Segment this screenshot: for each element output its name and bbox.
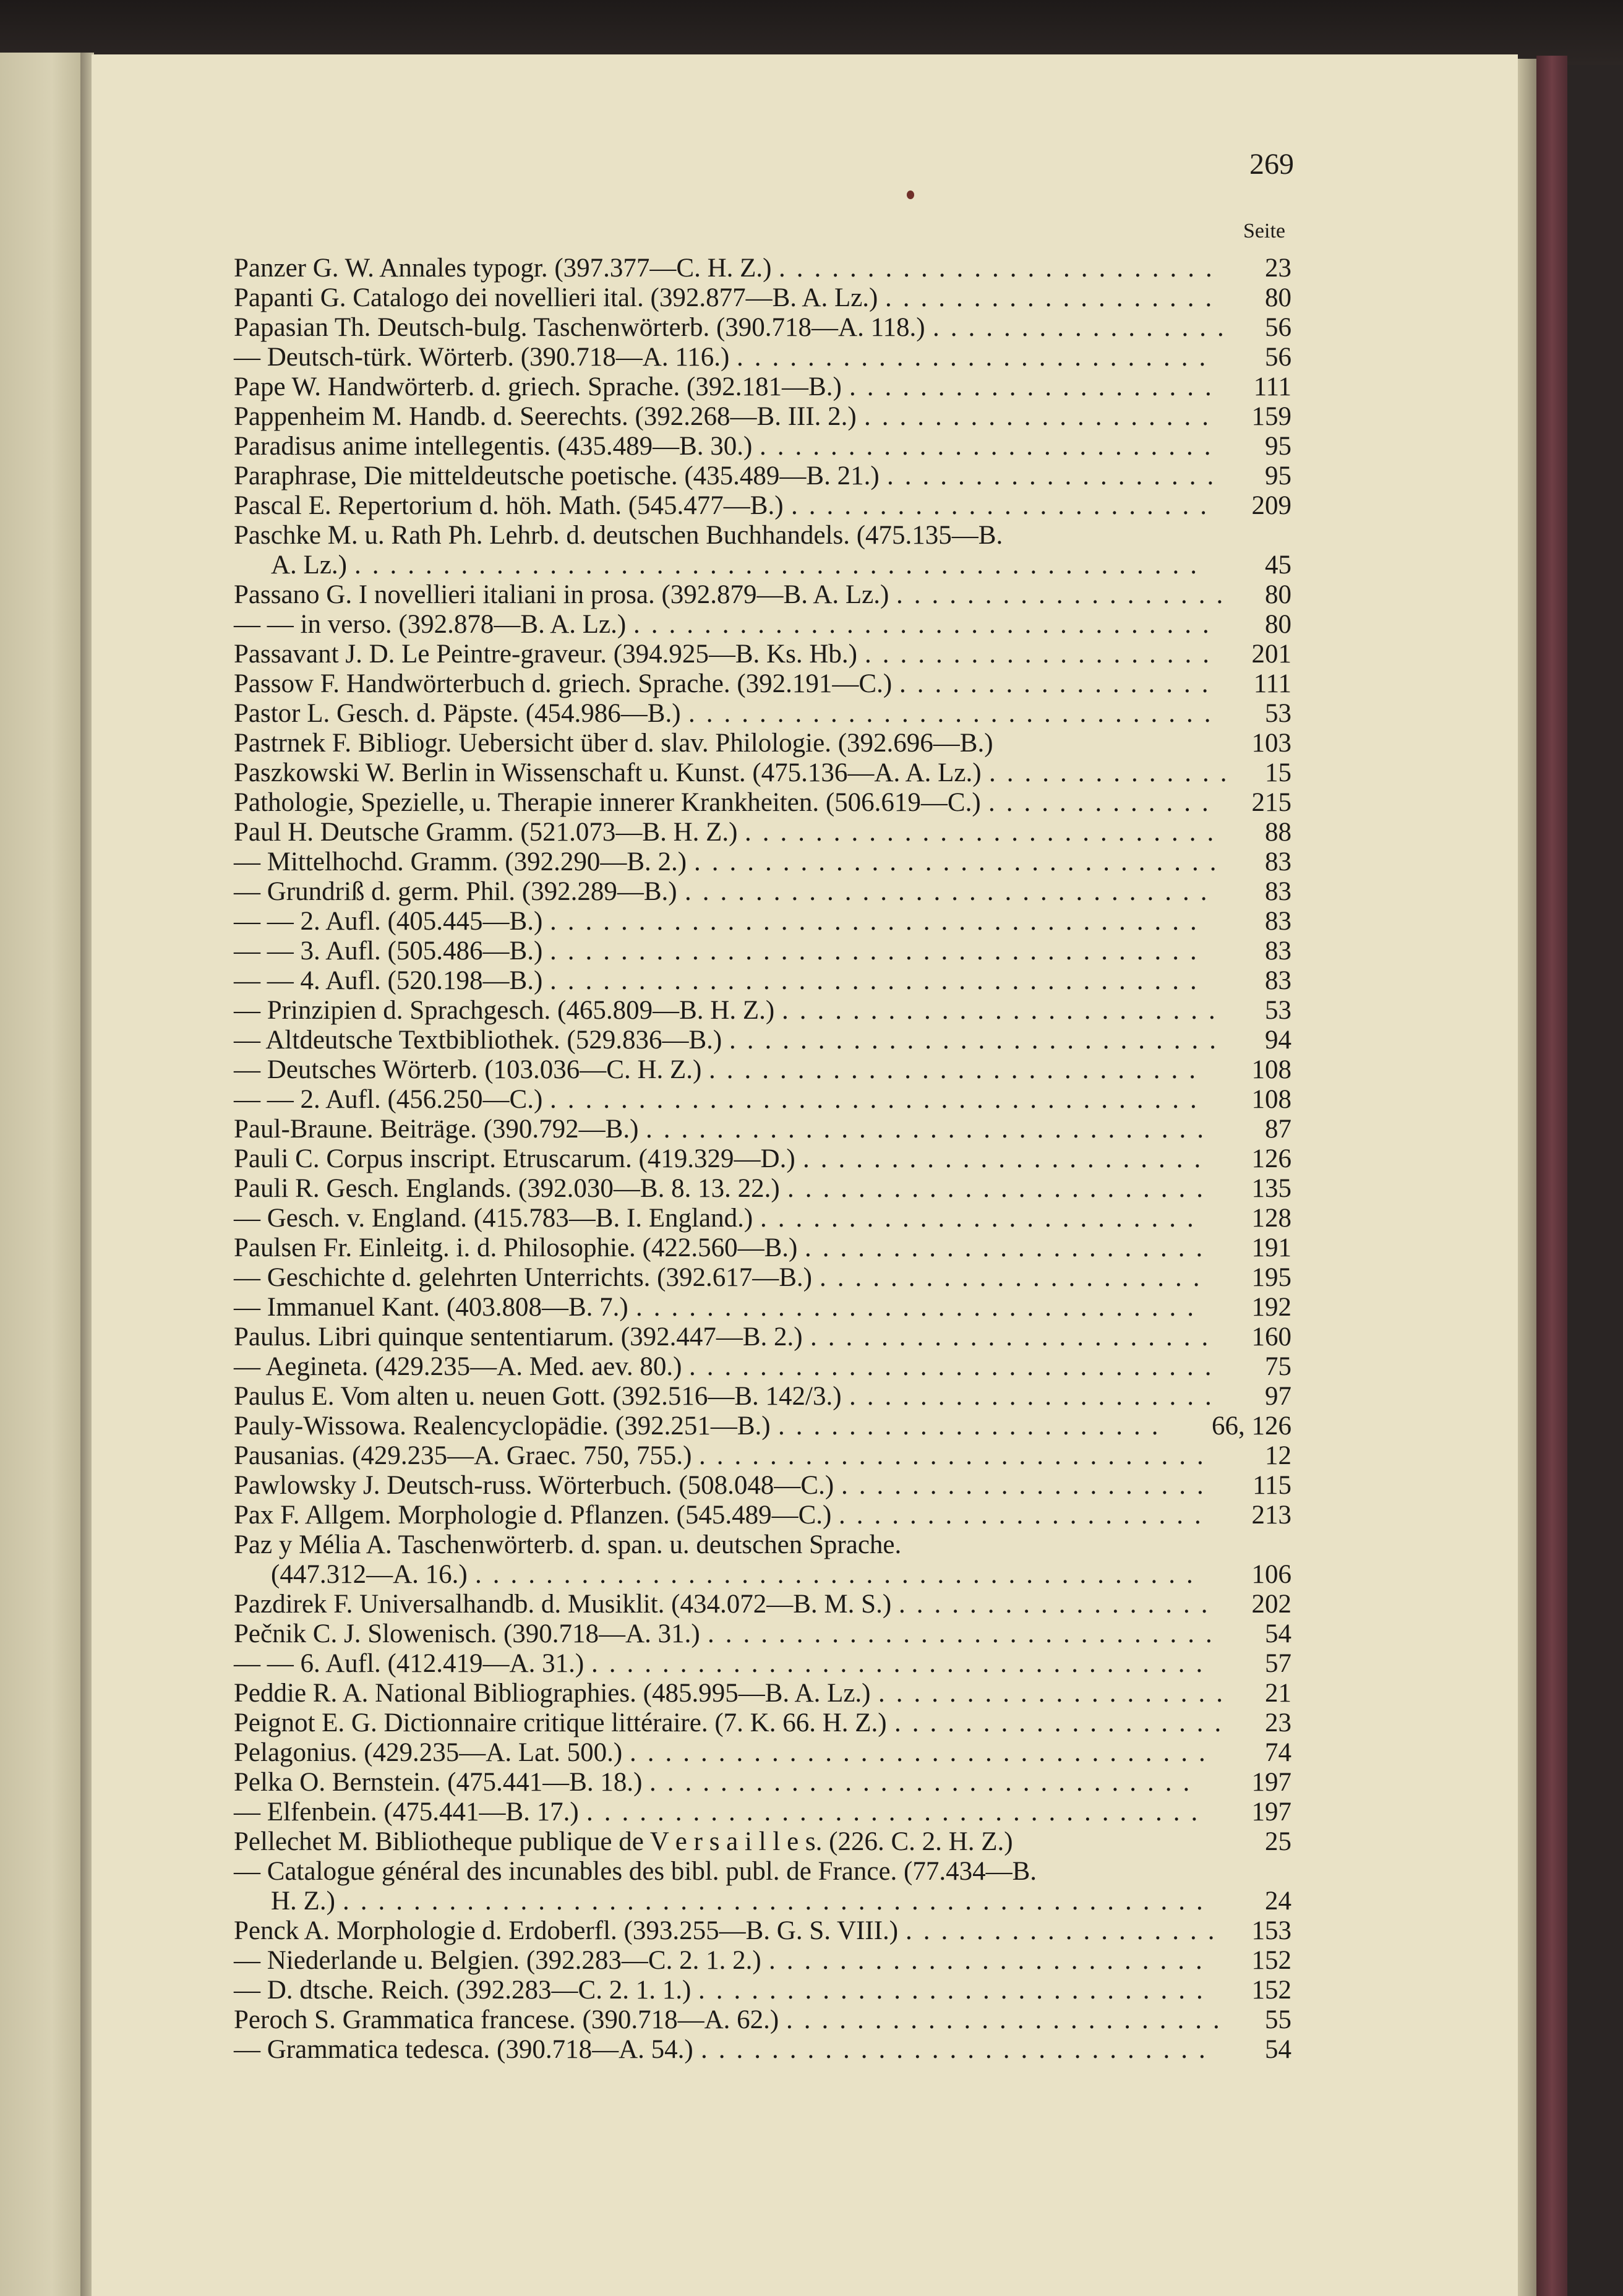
entry-title: Passow F. Handwörterbuch d. griech. Sprache. (392.191—C.): [234, 669, 893, 698]
entry-page-number: 56: [1265, 343, 1291, 372]
entry-title: Pelagonius. (429.235—A. Lat. 500.): [234, 1738, 623, 1767]
entry-page-number: 197: [1251, 1768, 1291, 1797]
book-cover-edge: [1536, 56, 1567, 2296]
entry-title: Pawlowsky J. Deutsch-russ. Wörterbuch. (508.048—C.): [234, 1471, 834, 1500]
index-entry: [234, 1976, 1291, 2005]
index-entry: [234, 1738, 1291, 1768]
entry-title: — Deutsch-türk. Wörterb. (390.718—A. 116.): [234, 343, 730, 372]
index-entry: [234, 966, 1291, 996]
entry-title-continued: (447.312—A. 16.): [271, 1560, 468, 1589]
entry-page-number: 197: [1251, 1797, 1291, 1827]
index-entry: [234, 1233, 1291, 1263]
index-entry: [234, 1471, 1291, 1501]
dot-leader: .............................: [699, 1441, 1215, 1470]
entry-page-number: 126: [1251, 1144, 1291, 1173]
entry-page-number: 191: [1251, 1233, 1291, 1262]
dot-leader: .....................: [849, 1382, 1223, 1411]
entry-page-number: 83: [1265, 847, 1291, 876]
dot-leader: .....................................: [550, 936, 1208, 966]
index-entry: [234, 1501, 1291, 1530]
dot-leader: ................................................: [354, 550, 1208, 580]
index-entry: [234, 1382, 1291, 1411]
entry-page-number: 55: [1265, 2005, 1291, 2034]
entry-title: Paz y Mélia A. Taschenwörterb. d. span. u. deutschen Sprache.: [234, 1530, 902, 1559]
dot-leader: ..............................: [689, 1352, 1223, 1381]
entry-page-number: 111: [1253, 372, 1291, 401]
entry-page-number: 83: [1265, 936, 1291, 966]
dot-leader: ................................: [646, 1115, 1215, 1144]
entry-page-number: 106: [1251, 1560, 1291, 1589]
entry-title: — Deutsches Wörterb. (103.036—C. H. Z.): [234, 1055, 702, 1084]
dot-leader: ................................: [636, 1293, 1205, 1322]
entry-page-number: 135: [1251, 1174, 1291, 1203]
entry-page-number: 66, 126: [1212, 1411, 1291, 1441]
index-entry: [234, 1115, 1291, 1144]
dot-leader: ...................................: [586, 1797, 1209, 1827]
dot-leader: ......................: [820, 1263, 1211, 1292]
entry-title-continued: A. Lz.): [271, 550, 347, 580]
index-entry: [234, 1708, 1291, 1738]
entry-page-number: 75: [1265, 1352, 1291, 1381]
entry-page-number: 15: [1265, 758, 1291, 787]
dot-leader: ...........................: [745, 818, 1225, 847]
entry-title: — Aegineta. (429.235—A. Med. aev. 80.): [234, 1352, 682, 1381]
index-entry: [234, 788, 1291, 818]
dot-leader: ...................................: [591, 1649, 1214, 1678]
index-entry: [234, 818, 1291, 847]
entry-page-number: 23: [1265, 254, 1291, 283]
entry-title: — Grundriß d. germ. Phil. (392.289—B.): [234, 877, 677, 906]
entry-title: Paraphrase, Die mitteldeutsche poetische. (435.489—B. 21.): [234, 461, 880, 490]
entry-title: Peignot E. G. Dictionnaire critique littéraire. (7. K. 66. H. Z.): [234, 1708, 887, 1737]
entry-page-number: 54: [1265, 1619, 1291, 1648]
entry-page-number: 103: [1251, 729, 1291, 758]
index-entry: [234, 1352, 1291, 1382]
entry-page-number: 24: [1265, 1887, 1291, 1916]
index-entry: [234, 729, 1291, 758]
index-entry: [234, 1263, 1291, 1293]
entry-page-number: 12: [1265, 1441, 1291, 1470]
index-entry: [234, 669, 1291, 699]
dot-leader: ..................: [906, 1916, 1226, 1945]
dot-leader: ....................: [865, 640, 1220, 669]
index-entry: [234, 2035, 1291, 2065]
entry-page-number: 213: [1251, 1501, 1291, 1530]
dot-leader: ..........................: [760, 432, 1222, 461]
entry-page-number: 80: [1265, 610, 1291, 639]
entry-title: — D. dtsche. Reich. (392.283—C. 2. 1. 1.): [234, 1976, 692, 2005]
entry-page-number: 202: [1251, 1590, 1291, 1619]
index-entry: [234, 1946, 1291, 1976]
dot-leader: .....................................: [550, 1085, 1208, 1114]
entry-title: Paul-Braune. Beiträge. (390.792—B.): [234, 1115, 639, 1144]
entry-page-number: 45: [1265, 550, 1291, 580]
entry-page-number: 56: [1265, 313, 1291, 342]
dot-leader: ...................: [896, 580, 1235, 609]
entry-page-number: 152: [1251, 1976, 1291, 2005]
entry-title: Pax F. Allgem. Morphologie d. Pflanzen. (545.489—C.): [234, 1501, 832, 1530]
index-entry: [234, 1144, 1291, 1174]
entry-page-number: 54: [1265, 2035, 1291, 2064]
entry-page-number: 108: [1251, 1085, 1291, 1114]
entry-page-number: 88: [1265, 818, 1291, 847]
entry-page-number: 97: [1265, 1382, 1291, 1411]
dot-leader: .........................: [782, 996, 1227, 1025]
dot-leader: .........................: [769, 1946, 1214, 1975]
entry-title: Panzer G. W. Annales typogr. (397.377—C. H. Z.): [234, 254, 772, 283]
dot-leader: .............................: [701, 2035, 1217, 2064]
dot-leader: ...................: [885, 283, 1223, 312]
dot-leader: ...................: [894, 1708, 1233, 1737]
index-entry: [234, 610, 1291, 640]
index-entry: [234, 1530, 1291, 1590]
entry-page-number: 87: [1265, 1115, 1291, 1144]
dot-leader: ....................: [878, 1679, 1234, 1708]
entry-title: — — 4. Aufl. (520.198—B.): [234, 966, 543, 995]
dot-leader: .................................................: [343, 1887, 1214, 1916]
index-entry: [234, 372, 1291, 402]
ink-spot: [907, 191, 914, 199]
entry-title: Papanti G. Catalogo dei novellieri ital. (392.877—B. A. Lz.): [234, 283, 878, 312]
index-entry: [234, 2005, 1291, 2035]
entry-title: Penck A. Morphologie d. Erdoberfl. (393.255—B. G. S. VIII.): [234, 1916, 899, 1945]
dot-leader: ............................: [709, 1055, 1207, 1084]
index-entry: [234, 432, 1291, 461]
entry-title: — — in verso. (392.878—B. A. Lz.): [234, 610, 627, 639]
dot-leader: .....................: [849, 372, 1223, 401]
entry-page-number: 209: [1251, 491, 1291, 520]
entry-page-number: 83: [1265, 966, 1291, 995]
index-entry: [234, 313, 1291, 343]
dot-leader: .......................: [810, 1322, 1220, 1351]
entry-page-number: 95: [1265, 461, 1291, 490]
index-entry: [234, 1916, 1291, 1946]
dot-leader: ............................: [729, 1026, 1227, 1055]
index-entry: [234, 1441, 1291, 1471]
entry-title: Pausanias. (429.235—A. Graec. 750, 755.): [234, 1441, 692, 1470]
index-entry: [234, 1649, 1291, 1679]
index-entry: [234, 402, 1291, 432]
entry-title: Pauly-Wissowa. Realencyclopädie. (392.251—B.): [234, 1411, 771, 1441]
entry-page-number: 128: [1251, 1204, 1291, 1233]
entry-title: Paulus. Libri quinque sententiarum. (392.447—B. 2.): [234, 1322, 803, 1351]
entry-title: Pastor L. Gesch. d. Päpste. (454.986—B.): [234, 699, 681, 728]
entry-page-number: 94: [1265, 1026, 1291, 1055]
entry-page-number: 195: [1251, 1263, 1291, 1292]
index-entry: [234, 877, 1291, 907]
entry-page-number: 108: [1251, 1055, 1291, 1084]
entry-page-number: 83: [1265, 907, 1291, 936]
index-entry: [234, 1204, 1291, 1233]
entry-title: — Altdeutsche Textbibliothek. (529.836—B.): [234, 1026, 722, 1055]
dot-leader: .......................: [803, 1144, 1212, 1173]
entry-title: Passano G. I novellieri italiani in prosa. (392.879—B. A. Lz.): [234, 580, 889, 609]
entry-page-number: 111: [1253, 669, 1291, 698]
entry-page-number: 74: [1265, 1738, 1291, 1767]
index-entry: [234, 1590, 1291, 1619]
dot-leader: ........................: [791, 491, 1218, 520]
entry-page-number: 152: [1251, 1946, 1291, 1975]
dot-leader: .........................................: [475, 1560, 1204, 1589]
index-entry: [234, 847, 1291, 877]
dot-leader: .........................: [760, 1204, 1205, 1233]
dot-leader: .........................: [779, 254, 1223, 283]
dot-leader: .................: [933, 313, 1235, 342]
entry-title: Pathologie, Spezielle, u. Therapie innerer Krankheiten. (506.619—C.): [234, 788, 981, 817]
index-entry: [234, 1411, 1291, 1441]
entry-title: Pascal E. Repertorium d. höh. Math. (545.477—B.): [234, 491, 784, 520]
entry-page-number: 25: [1265, 1827, 1291, 1856]
page-number: 269: [1249, 148, 1294, 181]
entry-title: Paschke M. u. Rath Ph. Lehrb. d. deutschen Buchhandels. (475.135—B.: [234, 521, 1003, 550]
index-entry: [234, 1055, 1291, 1085]
index-entry: [234, 1679, 1291, 1708]
dot-leader: .....................: [839, 1501, 1212, 1530]
entry-title: — Immanuel Kant. (403.808—B. 7.): [234, 1293, 628, 1322]
entry-page-number: 53: [1265, 996, 1291, 1025]
dot-leader: .............................: [698, 1976, 1214, 2005]
dot-leader: .............: [988, 788, 1220, 817]
entry-title: Pazdirek F. Universalhandb. d. Musiklit. (434.072—B. M. S.): [234, 1590, 892, 1619]
entry-title: — — 2. Aufl. (405.445—B.): [234, 907, 543, 936]
entry-title: Pelka O. Bernstein. (475.441—B. 18.): [234, 1768, 643, 1797]
entry-title: — Catalogue général des incunables des bibl. publ. de France. (77.434—B.: [234, 1857, 1037, 1886]
index-entry: [234, 1768, 1291, 1797]
facing-page-edge: [0, 53, 87, 2296]
entry-title: Pauli R. Gesch. Englands. (392.030—B. 8. 13. 22.): [234, 1174, 780, 1203]
index-entry: [234, 254, 1291, 283]
index-entry: [234, 343, 1291, 372]
entry-title: Peddie R. A. National Bibliographies. (485.995—B. A. Lz.): [234, 1679, 871, 1708]
dot-leader: ..............................: [685, 877, 1218, 906]
index-entry: [234, 461, 1291, 491]
entry-page-number: 80: [1265, 283, 1291, 312]
index-entry: [234, 1085, 1291, 1115]
index-entry: [234, 640, 1291, 669]
dot-leader: ........................: [787, 1174, 1214, 1203]
dot-leader: ...........................: [737, 343, 1217, 372]
entry-title: Passavant J. D. Le Peintre-graveur. (394.925—B. Ks. Hb.): [234, 640, 857, 669]
dot-leader: ..............: [989, 758, 1238, 787]
dot-leader: .................................: [633, 610, 1220, 639]
entry-title: Pauli C. Corpus inscript. Etruscarum. (419.329—D.): [234, 1144, 795, 1173]
entry-page-number: 201: [1251, 640, 1291, 669]
dot-leader: ..................: [899, 669, 1220, 698]
entry-title: — — 2. Aufl. (456.250—C.): [234, 1085, 543, 1114]
entry-page-number: 57: [1265, 1649, 1291, 1678]
entry-page-number: 153: [1251, 1916, 1291, 1945]
entry-title: Pape W. Handwörterb. d. griech. Sprache. (392.181—B.): [234, 372, 842, 401]
entry-title: Pečnik C. J. Slowenisch. (390.718—A. 31.): [234, 1619, 700, 1648]
entry-title: — Niederlande u. Belgien. (392.283—C. 2. 1. 2.): [234, 1946, 761, 1975]
entry-page-number: 115: [1253, 1471, 1291, 1500]
entry-title: Peroch S. Grammatica francese. (390.718—A. 62.): [234, 2005, 779, 2034]
dot-leader: ...............................: [649, 1768, 1201, 1797]
index-entry: [234, 580, 1291, 610]
entry-title: — — 6. Aufl. (412.419—A. 31.): [234, 1649, 585, 1678]
entry-title: — Elfenbein. (475.441—B. 17.): [234, 1797, 579, 1827]
index-entry: [234, 936, 1291, 966]
entry-title: — — 3. Aufl. (505.486—B.): [234, 936, 543, 966]
entry-title: — Prinzipien d. Sprachgesch. (465.809—B. H. Z.): [234, 996, 775, 1025]
entry-title: Paul H. Deutsche Gramm. (521.073—B. H. Z.): [234, 818, 738, 847]
index-entry: [234, 1619, 1291, 1649]
entry-title: — Grammatica tedesca. (390.718—A. 54.): [234, 2035, 693, 2064]
page-stack-edge: [1518, 59, 1536, 2296]
dot-leader: .......................: [805, 1233, 1214, 1262]
index-entry: [234, 521, 1291, 580]
entry-title: — Gesch. v. England. (415.783—B. I. England.): [234, 1204, 753, 1233]
index-entry: [234, 758, 1291, 788]
entry-title: Pastrnek F. Bibliogr. Uebersicht über d. slav. Philologie. (392.696—B.): [234, 729, 993, 758]
entry-page-number: 80: [1265, 580, 1291, 609]
entry-title: Pellechet M. Bibliotheque publique de V e r s a i l l e s. (226. C. 2. H. Z.): [234, 1827, 1013, 1856]
entry-title: Paulus E. Vom alten u. neuen Gott. (392.516—B. 142/3.): [234, 1382, 842, 1411]
entry-title: Paszkowski W. Berlin in Wissenschaft u. Kunst. (475.136—A. A. Lz.): [234, 758, 982, 787]
entry-title: Papasian Th. Deutsch-bulg. Taschenwörterb. (390.718—A. 118.): [234, 313, 925, 342]
index-list: [234, 254, 1291, 2065]
entry-page-number: 83: [1265, 877, 1291, 906]
entry-page-number: 215: [1251, 788, 1291, 817]
index-entry: [234, 1026, 1291, 1055]
dot-leader: ...................: [887, 461, 1225, 490]
index-entry: [234, 699, 1291, 729]
dot-leader: .....................................: [550, 966, 1208, 995]
index-entry: [234, 1857, 1291, 1916]
dot-leader: ..............................: [694, 847, 1228, 876]
index-entry: [234, 1322, 1291, 1352]
index-entry: [234, 1174, 1291, 1204]
dot-leader: ......................: [778, 1411, 1170, 1441]
index-entry: [234, 907, 1291, 936]
entry-page-number: 160: [1251, 1322, 1291, 1351]
entry-page-number: 159: [1251, 402, 1291, 431]
entry-title: Paradisus anime intellegentis. (435.489—B. 30.): [234, 432, 753, 461]
index-entry: [234, 1827, 1291, 1857]
entry-page-number: 53: [1265, 699, 1291, 728]
index-entry: [234, 1797, 1291, 1827]
dot-leader: ..............................: [688, 699, 1222, 728]
entry-page-number: 192: [1251, 1293, 1291, 1322]
entry-page-number: 23: [1265, 1708, 1291, 1737]
dot-leader: .................................: [630, 1738, 1217, 1767]
index-entry: [234, 996, 1291, 1026]
entry-page-number: 21: [1265, 1679, 1291, 1708]
dot-leader: .....................................: [550, 907, 1208, 936]
entry-title: — Mittelhochd. Gramm. (392.290—B. 2.): [234, 847, 687, 876]
entry-title: Pappenheim M. Handb. d. Seerechts. (392.268—B. III. 2.): [234, 402, 857, 431]
dot-leader: .............................: [708, 1619, 1223, 1648]
column-header: Seite: [1243, 220, 1285, 242]
dot-leader: ....................: [864, 402, 1220, 431]
index-entry: [234, 491, 1291, 521]
dot-leader: ..................: [899, 1590, 1219, 1619]
index-entry: [234, 1293, 1291, 1322]
dot-leader: .....................: [841, 1471, 1215, 1500]
entry-title-continued: H. Z.): [271, 1887, 335, 1916]
entry-title: — Geschichte d. gelehrten Unterrichts. (392.617—B.): [234, 1263, 812, 1292]
entry-title: Paulsen Fr. Einleitg. i. d. Philosophie. (422.560—B.): [234, 1233, 798, 1262]
dot-leader: .........................: [786, 2005, 1231, 2034]
entry-page-number: 95: [1265, 432, 1291, 461]
index-entry: [234, 283, 1291, 313]
